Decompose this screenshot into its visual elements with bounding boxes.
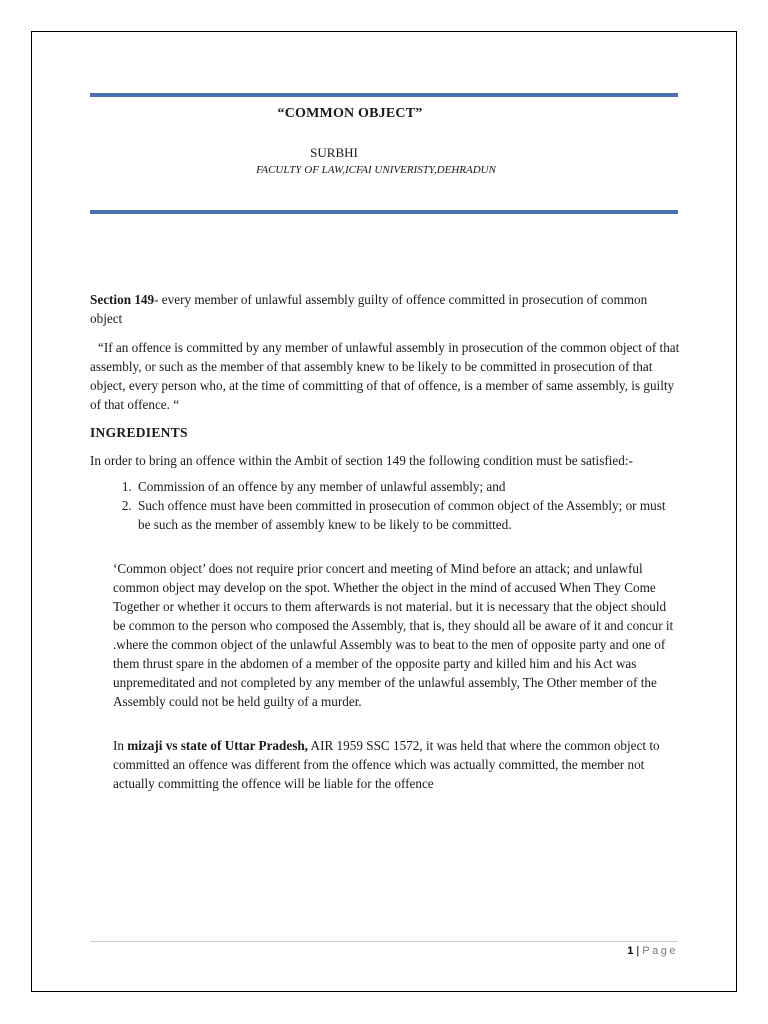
list-item: 1. Commission of an offence by any member of unlawful assembly; and: [135, 477, 680, 496]
page-label: Page: [642, 945, 678, 957]
page-footer: [627, 945, 678, 957]
page-number: 1: [627, 945, 634, 957]
header-bottom-rule: [90, 210, 678, 214]
case-text: AIR 1959 SSC 1572, it was held that where the common object to committed an offence was different from the offence which was actually committed, the member not actually committing the offence will be liable for the offence: [113, 738, 660, 791]
section-quote: “If an offence is committed by any member of unlawful assembly in prosecution of the common object of that assembly, or such as the member of that assembly knew to be likely to be committed in prosecution of that object, every person who, at the time of committing of that of offence, is a member of same assembly, is guilty of that offence. “: [90, 340, 680, 412]
section-text: - every member of unlawful assembly guilty of offence committed in prosecution of common object: [90, 292, 648, 326]
ingredients-list: [90, 477, 680, 534]
footer-separator: |: [636, 945, 640, 957]
section-label: Section 149: [90, 292, 155, 307]
list-item: 2. Such offence must have been committed in prosecution of common object of the Assembly; or must be such as the member of assembly knew to be likely to be committed.: [135, 496, 680, 534]
ingredients-intro: In order to bring an offence within the Ambit of section 149 the following condition must be satisfied:-: [90, 453, 633, 468]
author-name: SURBHI: [310, 145, 358, 160]
section-paragraph: [90, 290, 680, 328]
author-affiliation: FACULTY OF LAW,ICFAI UNIVERISTY,DEHRADUN: [256, 164, 496, 176]
case-prefix: In: [113, 738, 128, 753]
case-paragraph: [90, 736, 680, 793]
ingredients-heading: INGREDIENTS: [90, 425, 188, 440]
document-title: “COMMON OBJECT”: [277, 106, 423, 121]
footer-rule: [90, 941, 678, 942]
case-name: mizaji vs state of Uttar Pradesh,: [127, 738, 308, 753]
document-body: [90, 290, 680, 793]
header-top-rule: [90, 93, 678, 97]
common-object-paragraph: ‘Common object’ does not require prior concert and meeting of Mind before an attack; and unlawful common object may develop on the spot. Whether the object in the mind of accused When They Come Together or whether it occurs to them afterwards is not material. but it is necessary that the object should be common to the person who composed the Assembly, that is, they should all be aware of it and concur it .where the common object of the unlawful Assembly was to beat to the men of opposite party and one of them thrust spare in the abdomen of a member of the opposite party and killed him and his Act was unpremeditated and not completed by any member of the unlawful assembly, The Other member of the Assembly could not be held guilty of a murder.: [113, 561, 674, 709]
